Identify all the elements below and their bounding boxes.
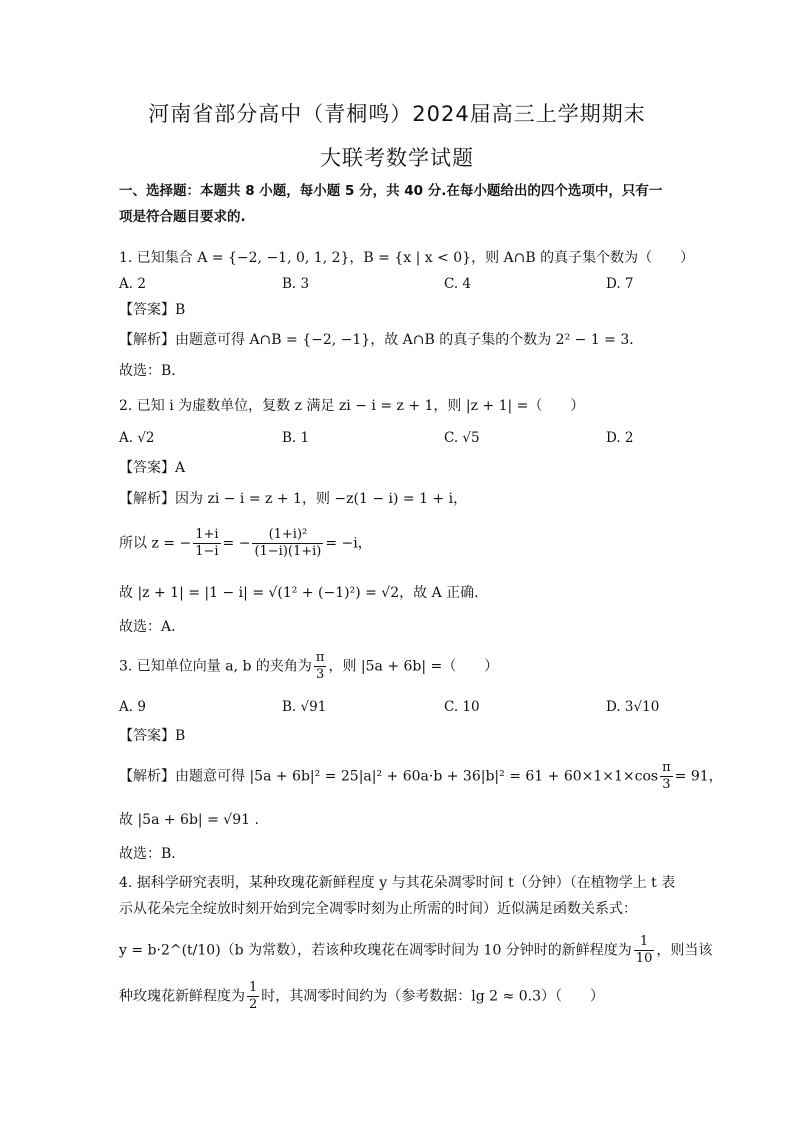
q4-line4 [119,980,604,1013]
q4-line3 [119,934,712,967]
q3-analysis-fraction-denominator: 3 [662,777,671,792]
q2-analysis-suffix: = −i， [325,535,372,552]
q2-analysis-line1: 【解析】因为 zi − i = z + 1，则 −z(1 − i) = 1 + i， [119,491,468,507]
q2-fraction-2-denominator: (1−i)(1+i) [254,544,322,559]
q4-line2: 示从花朵完全绽放时刻开始到完全凋零时刻为止所需的时间）近似满足函数关系式： [119,901,637,917]
q2-fraction-2-numerator: (1+i)² [252,527,323,544]
q3-answer: 【答案】B [119,728,186,744]
q3-stem-prefix: 3. 已知单位向量 a, b 的夹角为 [119,658,312,675]
q4-line3-fraction [634,934,655,967]
q4-line3-fraction-numerator: 1 [634,934,655,951]
q2-analysis-line3: 故 |z + 1| = |1 − i| = √(1² + (−1)²) = √2，故 A 正确. [119,585,479,601]
q3-analysis-fraction-numerator: π [662,760,671,775]
q3-analysis-fraction [660,760,673,793]
q3-stem-fraction [314,650,327,683]
q3-analysis-line1 [119,760,723,793]
q2-choice: 故选：A． [119,619,186,635]
q3-option-b: B. √91 [282,699,327,715]
q3-analysis-line2: 故 |5a + 6b| = √91 . [119,812,259,828]
q2-fraction-1-denominator: 1−i [195,544,219,559]
section-heading-line2: 项是符合题目要求的. [119,209,246,225]
q3-stem-suffix: ，则 |5a + 6b| =（ ） [328,658,499,675]
q1-choice: 故选：B． [119,363,186,379]
q1-answer: 【答案】B [119,302,186,318]
q3-stem [119,650,498,683]
q4-line3-prefix: y = b·2^(t/10)（b 为常数），若该种玫瑰花在凋零时间为 10 分钟时的新鲜程度为 [119,942,632,959]
q2-stem: 2. 已知 i 为虚数单位，复数 z 满足 zi − i = z + 1，则 |z + 1| =（ ） [119,398,585,414]
q3-option-a: A. 9 [119,699,146,715]
q2-answer: 【答案】A [119,460,186,476]
q4-line3-suffix: ，则当该 [656,942,713,959]
q4-line4-fraction [247,980,259,1013]
q1-stem: 1. 已知集合 A = {−2, −1, 0, 1, 2}，B = {x | x < 0}，则 A∩B 的真子集个数为（ ） [119,250,695,266]
q1-analysis: 【解析】由题意可得 A∩B = {−2, −1}，故 A∩B 的真子集的个数为 2² − 1 = 3． [119,332,644,348]
exam-title-line2: 大联考数学试题 [320,146,474,170]
q4-line1: 4. 据科学研究表明，某种玫瑰花新鲜程度 y 与其花朵凋零时间 t（分钟）（在植物学上 t 表 [119,875,676,891]
q3-analysis-prefix: 【解析】由题意可得 |5a + 6b|² = 25|a|² + 60a·b + 36|b|² = 61 + 60×1×1×cos [119,768,659,785]
q1-option-c: C. 4 [444,276,472,292]
q2-analysis-mid: = − [222,535,251,552]
q3-analysis-suffix: = 91， [674,768,723,785]
q4-line3-fraction-denominator: 10 [635,951,653,966]
q2-option-a: A. √2 [119,430,155,446]
q4-line4-suffix: 时，其凋零时间约为（参考数据：lg 2 ≈ 0.3）（ ） [261,988,604,1005]
q3-option-c: C. 10 [444,699,480,715]
q2-fraction-1-numerator: 1+i [195,527,219,542]
q3-stem-fraction-denominator: 3 [316,667,325,682]
q2-fraction-1 [193,527,220,560]
q2-analysis-line2 [119,527,372,560]
q2-option-c: C. √5 [444,430,480,446]
q4-line4-prefix: 种玫瑰花新鲜程度为 [119,988,245,1005]
section-heading-line1: 一、选择题：本题共 8 小题，每小题 5 分，共 40 分.在每小题给出的四个选项中，只有一 [119,183,663,199]
q2-analysis-prefix: 所以 z = − [119,535,192,552]
q1-option-a: A. 2 [119,276,146,292]
q4-line4-fraction-numerator: 1 [249,980,258,995]
q3-choice: 故选：B. [119,846,176,862]
q1-option-b: B. 3 [282,276,310,292]
q4-line4-fraction-denominator: 2 [249,997,258,1012]
q3-option-d: D. 3√10 [606,699,660,715]
q1-option-d: D. 7 [606,276,634,292]
exam-title-line1: 河南省部分高中（青桐鸣）2024届高三上学期期末 [148,102,646,126]
q2-option-d: D. 2 [606,430,634,446]
q2-fraction-2 [252,527,323,560]
q3-stem-fraction-numerator: π [315,650,325,665]
q2-option-b: B. 1 [282,430,310,446]
